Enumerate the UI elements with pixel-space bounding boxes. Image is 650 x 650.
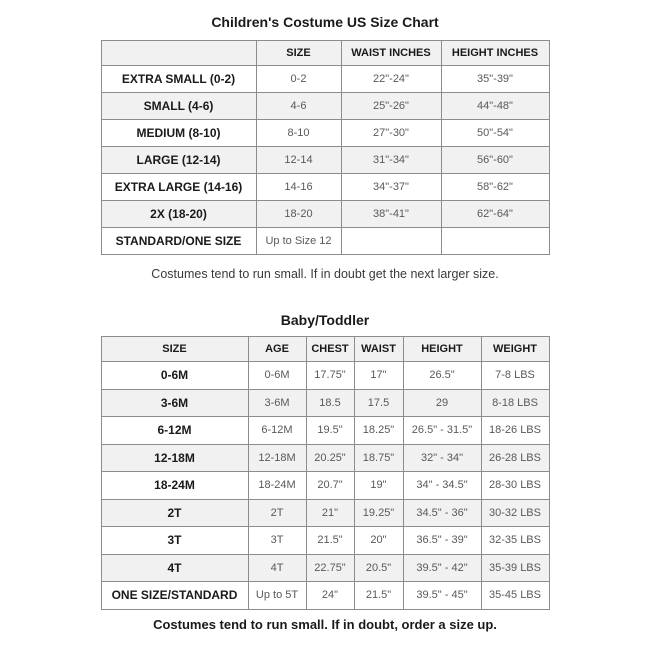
table-cell: 18-26 LBS [481, 417, 549, 445]
table-row [101, 201, 549, 228]
table-cell: 20.5" [354, 554, 403, 582]
table-cell: 4T [248, 554, 306, 582]
table-row [101, 389, 549, 417]
table-row [101, 554, 549, 582]
table-cell: 8-10 [256, 120, 341, 147]
table-cell: 36.5" - 39" [403, 527, 481, 555]
table-cell: 28-30 LBS [481, 472, 549, 500]
table-cell: 12-18M [248, 444, 306, 472]
table-row [101, 120, 549, 147]
table-cell: 4-6 [256, 93, 341, 120]
header-row [101, 337, 549, 362]
children-table-header [101, 41, 549, 66]
table-cell: 38"-41" [341, 201, 441, 228]
table-cell: 18-20 [256, 201, 341, 228]
table-cell: 0-2 [256, 66, 341, 93]
row-label: SMALL (4-6) [101, 93, 256, 120]
table-cell: 21.5" [306, 527, 354, 555]
table-cell: 35-39 LBS [481, 554, 549, 582]
row-label: LARGE (12-14) [101, 147, 256, 174]
table-cell: 31"-34" [341, 147, 441, 174]
table-cell: 22.75" [306, 554, 354, 582]
row-label: 4T [101, 554, 248, 582]
table-cell: 3T [248, 527, 306, 555]
row-label: 2T [101, 499, 248, 527]
table-cell: 3-6M [248, 389, 306, 417]
table-cell: 12-14 [256, 147, 341, 174]
row-label: EXTRA SMALL (0-2) [101, 66, 256, 93]
table-row [101, 444, 549, 472]
children-table-body [101, 66, 549, 255]
table-cell: 20.25" [306, 444, 354, 472]
row-label: 6-12M [101, 417, 248, 445]
table-cell: 27"-30" [341, 120, 441, 147]
table-cell: 19" [354, 472, 403, 500]
row-label: 2X (18-20) [101, 201, 256, 228]
baby-chart-title: Baby/Toddler [280, 312, 370, 328]
table-cell: 22"-24" [341, 66, 441, 93]
table-cell: 30-32 LBS [481, 499, 549, 527]
table-cell: 62"-64" [441, 201, 549, 228]
table-row [101, 499, 549, 527]
table-row [101, 93, 549, 120]
table-row [101, 417, 549, 445]
table-cell [441, 228, 549, 255]
table-cell: 6-12M [248, 417, 306, 445]
table-cell: 7-8 LBS [481, 362, 549, 390]
baby-table-body [101, 362, 549, 610]
row-label: 12-18M [101, 444, 248, 472]
column-header [101, 41, 256, 66]
table-cell: 20.7" [306, 472, 354, 500]
table-cell: 17.5 [354, 389, 403, 417]
column-header: AGE [248, 337, 306, 362]
table-cell: 18.75" [354, 444, 403, 472]
table-cell: 24" [306, 582, 354, 610]
table-row [101, 582, 549, 610]
table-cell: 21.5" [354, 582, 403, 610]
children-chart-title: Children's Costume US Size Chart [211, 14, 439, 30]
column-header: WAIST [354, 337, 403, 362]
table-cell: 34" - 34.5" [403, 472, 481, 500]
table-row [101, 362, 549, 390]
table-cell: 44"-48" [441, 93, 549, 120]
children-size-table [101, 40, 550, 255]
table-cell: 39.5" - 42" [403, 554, 481, 582]
table-row [101, 174, 549, 201]
row-label: 3-6M [101, 389, 248, 417]
table-cell: 35-45 LBS [481, 582, 549, 610]
table-cell: 19.25" [354, 499, 403, 527]
table-cell: 32" - 34" [403, 444, 481, 472]
row-label: EXTRA LARGE (14-16) [101, 174, 256, 201]
table-row [101, 147, 549, 174]
table-cell [341, 228, 441, 255]
table-cell: 56"-60" [441, 147, 549, 174]
table-cell: 17.75" [306, 362, 354, 390]
table-cell: 19.5" [306, 417, 354, 445]
table-cell: 58"-62" [441, 174, 549, 201]
table-cell: 32-35 LBS [481, 527, 549, 555]
row-label: 3T [101, 527, 248, 555]
table-row [101, 228, 549, 255]
table-cell: 50"-54" [441, 120, 549, 147]
table-cell: 8-18 LBS [481, 389, 549, 417]
table-cell: 35"-39" [441, 66, 549, 93]
baby-toddler-size-table [101, 336, 550, 610]
children-chart-note: Costumes tend to run small. If in doubt get the next larger size. [151, 267, 499, 281]
row-label: ONE SIZE/STANDARD [101, 582, 248, 610]
table-cell: 26.5" - 31.5" [403, 417, 481, 445]
table-row [101, 66, 549, 93]
column-header: SIZE [256, 41, 341, 66]
column-header: HEIGHT [403, 337, 481, 362]
table-cell: 20" [354, 527, 403, 555]
column-header: WAIST INCHES [341, 41, 441, 66]
table-cell: 21" [306, 499, 354, 527]
column-header: WEIGHT [481, 337, 549, 362]
table-cell: 18.25" [354, 417, 403, 445]
table-cell: Up to 5T [248, 582, 306, 610]
table-cell: 26.5" [403, 362, 481, 390]
baby-chart-note: Costumes tend to run small. If in doubt, order a size up. [153, 616, 497, 632]
table-cell: 18-24M [248, 472, 306, 500]
row-label: 18-24M [101, 472, 248, 500]
table-cell: 25"-26" [341, 93, 441, 120]
table-cell: 34.5" - 36" [403, 499, 481, 527]
table-cell: 14-16 [256, 174, 341, 201]
table-row [101, 527, 549, 555]
row-label: 0-6M [101, 362, 248, 390]
table-cell: 2T [248, 499, 306, 527]
column-header: SIZE [101, 337, 248, 362]
column-header: HEIGHT INCHES [441, 41, 549, 66]
baby-table-header [101, 337, 549, 362]
table-cell: 39.5" - 45" [403, 582, 481, 610]
table-cell: 29 [403, 389, 481, 417]
table-cell: 34"-37" [341, 174, 441, 201]
table-cell: 0-6M [248, 362, 306, 390]
table-row [101, 472, 549, 500]
row-label: STANDARD/ONE SIZE [101, 228, 256, 255]
table-cell: 17" [354, 362, 403, 390]
header-row [101, 41, 549, 66]
table-cell: Up to Size 12 [256, 228, 341, 255]
row-label: MEDIUM (8-10) [101, 120, 256, 147]
column-header: CHEST [306, 337, 354, 362]
table-cell: 26-28 LBS [481, 444, 549, 472]
table-cell: 18.5 [306, 389, 354, 417]
